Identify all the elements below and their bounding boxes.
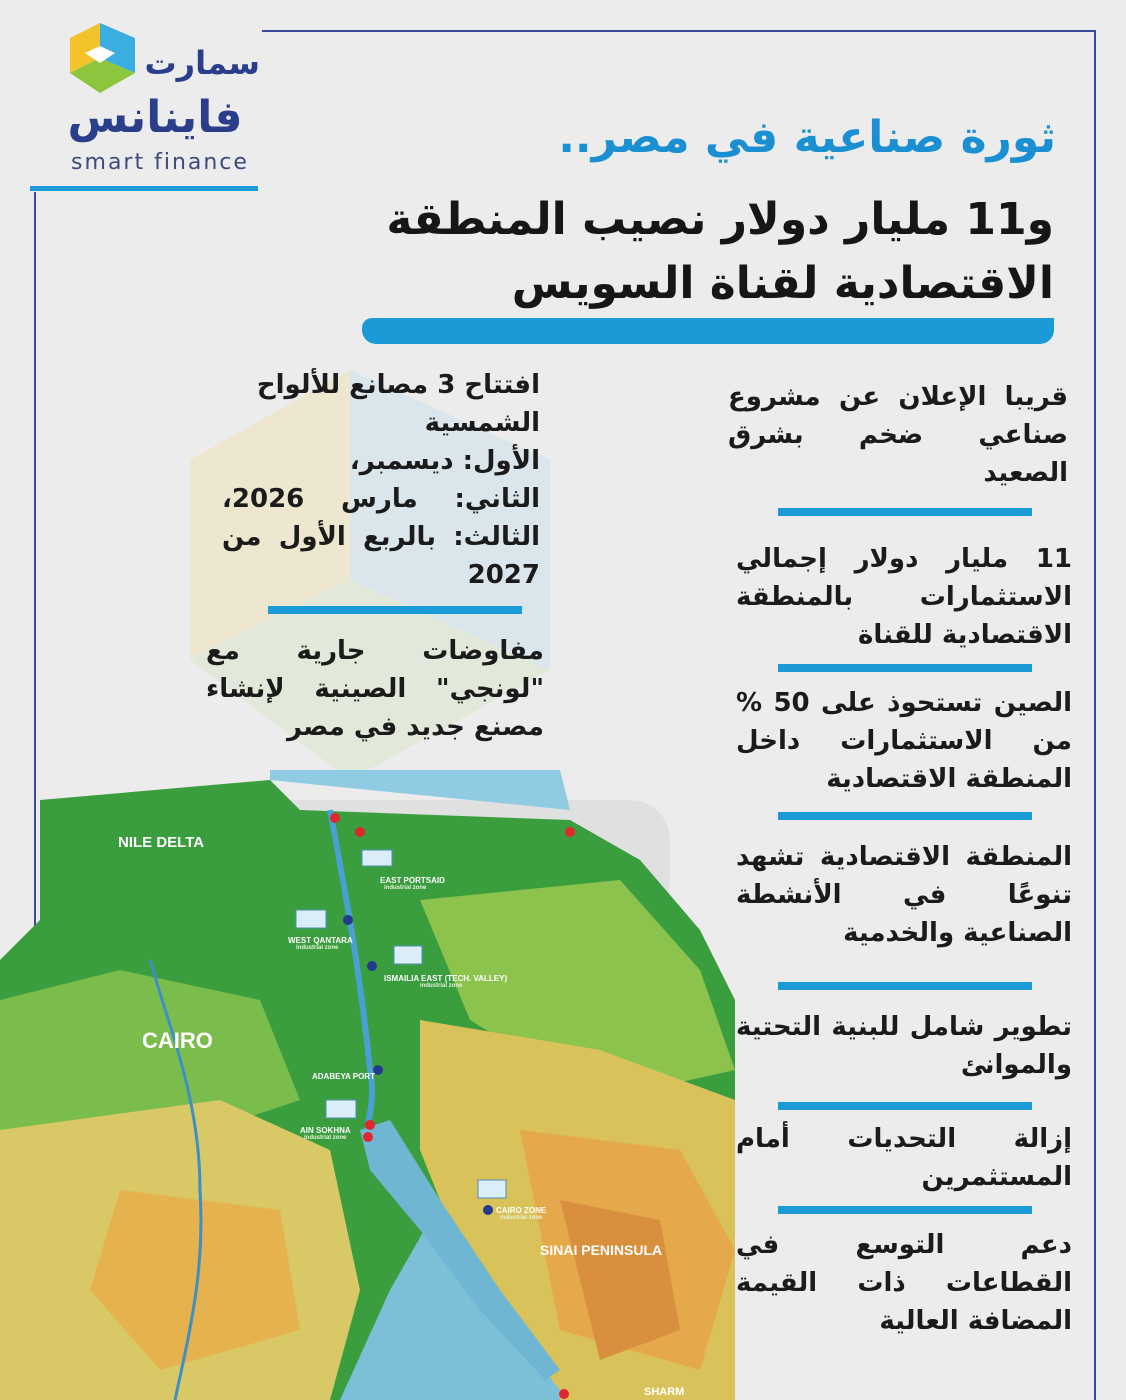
logo-arabic-line2: فاينانس xyxy=(67,92,243,143)
left-block-1-line3: الأول: ديسمبر، xyxy=(349,446,540,476)
label-cairo: CAIRO xyxy=(142,1028,213,1053)
right-item-4: المنطقة الاقتصادية تشهد تنوعًا في الأنشطة الصناعية والخدمية xyxy=(736,842,1072,948)
left-block-2: مفاوضات جارية مع "لونجي" الصينية لإنشاء مصنع جديد في مصر xyxy=(206,636,544,742)
label-ain-sokhna: AIN SOKHNA xyxy=(300,1126,351,1135)
separator xyxy=(778,812,1032,820)
logo-arabic-line1: سمارت xyxy=(144,44,260,82)
map-graphic xyxy=(0,770,735,1400)
separator xyxy=(778,1206,1032,1214)
label-cairo-zone: CAIRO ZONE xyxy=(496,1206,547,1215)
label-ain-sokhna-sub: industrial zone xyxy=(304,1135,347,1141)
separator xyxy=(778,1102,1032,1110)
label-ismailia: ISMAILIA EAST (TECH. VALLEY) xyxy=(384,974,508,983)
label-nile-delta: NILE DELTA xyxy=(118,834,205,851)
right-item-1: قريبا الإعلان عن مشروع صناعي ضخم بشرق الصعيد xyxy=(728,382,1068,488)
separator xyxy=(268,606,522,614)
label-east-port-said: EAST PORTSAID xyxy=(380,876,445,885)
left-block-1-line4: الثاني: مارس 2026، xyxy=(222,484,540,514)
label-west-qantara-sub: industrial zone xyxy=(296,945,339,951)
separator xyxy=(778,982,1032,990)
label-west-qantara: WEST QANTARA xyxy=(288,936,353,945)
left-block-1-line1: افتتاح 3 مصانع للألواح xyxy=(256,370,540,400)
left-block-1 xyxy=(222,366,540,594)
left-block-1-line5: الثالث: بالربع الأول من xyxy=(222,522,540,552)
label-sinai: SINAI PENINSULA xyxy=(540,1242,663,1258)
left-block-1-line2: الشمسية xyxy=(424,408,540,438)
separator xyxy=(778,508,1032,516)
right-item-2: 11 مليار دولار إجمالي الاستثمارات بالمنطقة الاقتصادية للقناة xyxy=(736,544,1072,650)
label-zone-sub: industrial zone xyxy=(500,1215,543,1221)
subheadline: و11 مليار دولار نصيب المنطقة الاقتصادية لقناة السويس xyxy=(386,194,1054,309)
headline: ثورة صناعية في مصر.. xyxy=(558,112,1056,163)
right-item-7: دعم التوسع في القطاعات ذات القيمة المضافة العالية xyxy=(736,1230,1072,1336)
suez-canal-zone-map xyxy=(0,770,735,1400)
right-item-5: تطوير شامل للبنية التحتية والموانئ xyxy=(736,1012,1072,1080)
label-east-port-said-sub: industrial zone xyxy=(384,885,427,891)
logo-english: smart finance xyxy=(71,150,249,175)
right-item-6: إزالة التحديات أمام المستثمرين xyxy=(736,1124,1072,1192)
label-ismailia-sub: industrial zone xyxy=(420,983,463,989)
right-item-3: الصين تستحوذ على 50 % من الاستثمارات داخل المنطقة الاقتصادية xyxy=(736,688,1073,794)
separator xyxy=(778,664,1032,672)
left-block-1-line6: 2027 xyxy=(467,560,540,590)
label-sharm: SHARM xyxy=(644,1386,685,1398)
label-adabiya: ADABEYA PORT xyxy=(312,1072,375,1081)
title-underline-bar xyxy=(362,318,1054,344)
logo-underline xyxy=(30,186,258,191)
